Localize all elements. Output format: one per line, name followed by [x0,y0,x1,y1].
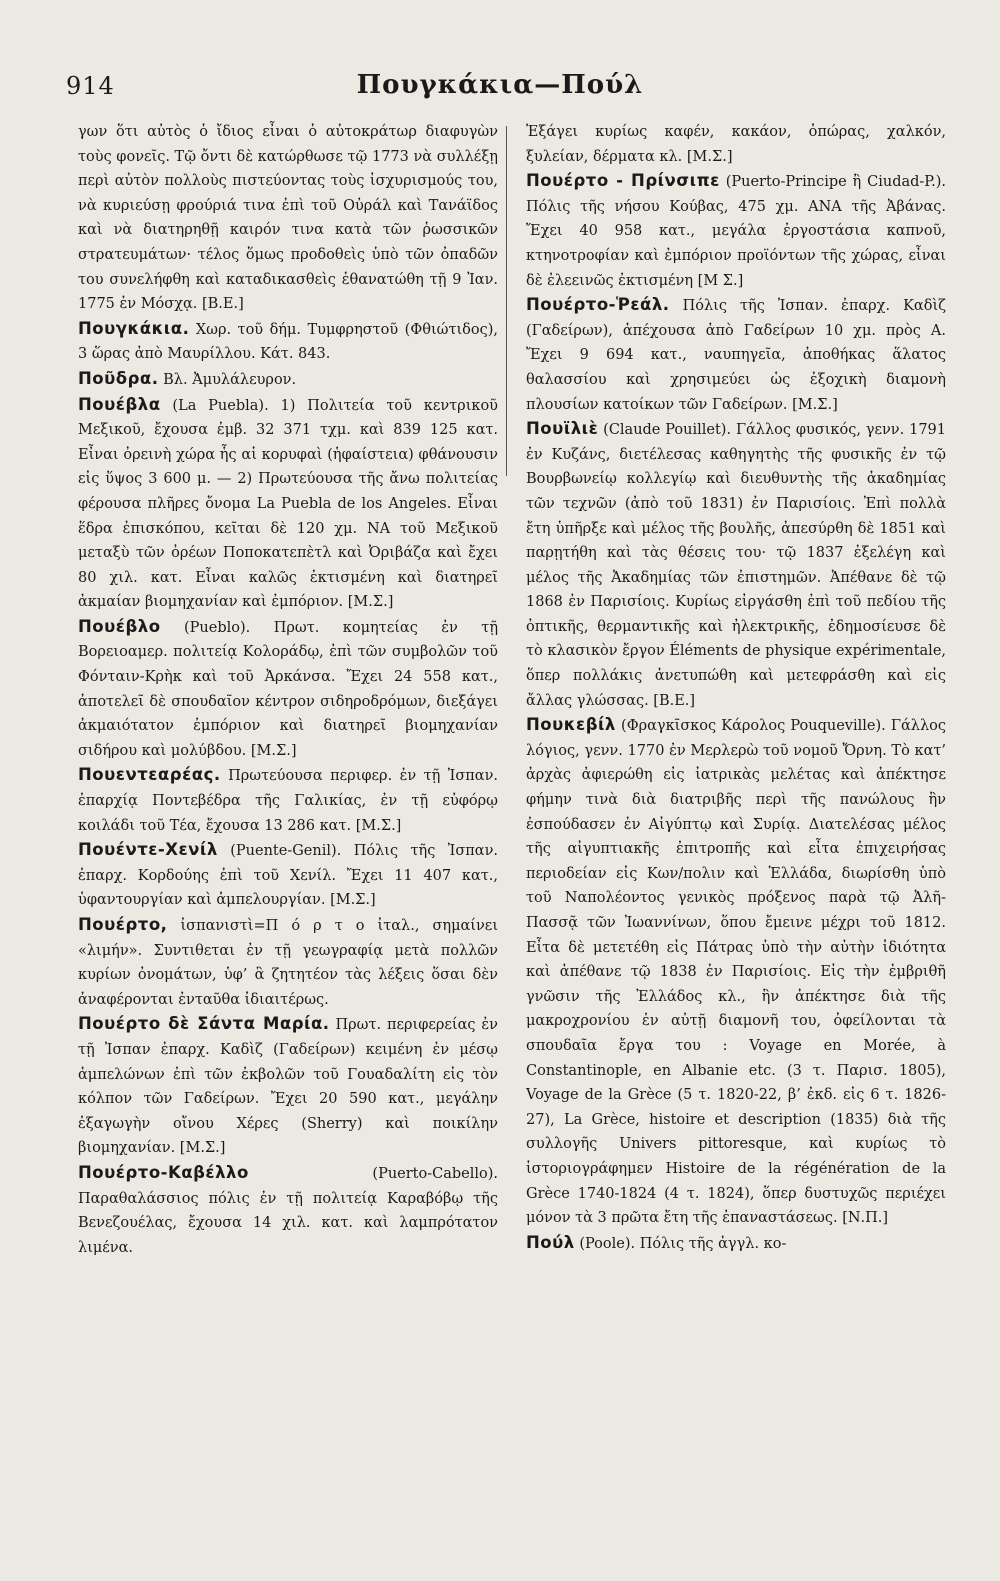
running-head [66,72,934,108]
entry-text: Χωρ. τοῦ δήμ. Τυμφρηστοῦ (Φθιώτιδος), 3 ὥρας ἀπὸ Μαυρίλλου. Κάτ. 843. [78,321,499,363]
entry-text: γων ὅτι αὐτὸς ὁ ἴδιος εἶναι ὁ αὐτοκράτωρ διαφυγὼν τοὺς φονεῖς. Τῷ ὄντι δὲ κατώρθωσε τῷ 1773 νὰ συλλέξῃ περὶ αὐτὸν πολλοὺς πιστεύοντας τοὺς ἰσχυρισμούς του, νὰ κυριεύσῃ φρούριά τινα ἐπὶ τοῦ Οὐράλ καὶ Τανάϊδος καὶ νὰ διατηρηθῇ καιρόν τινα κατὰ τῶν ῥωσσικῶν στρατευμάτων· τέλος ὅμως προδοθεὶς ὑπὸ τῶν ὀπαδῶν του συνελήφθη καὶ καταδικασθεὶς ἐθανατώθη τῇ 9 Ἰαν. 1775 ἐν Μόσχᾳ. [Β.Ε.] [78,124,498,313]
entry-text: (Φραγκῖσκος Κάρολος Pouqueville). Γάλλος λόγιος, γενν. 1770 ἐν Μερλερὼ τοῦ νομοῦ Ὄρνη. Τὸ κατ’ ἀρχὰς ἀφιερώθη εἰς ἰατρικὰς μελέτας καὶ ἀπέκτησε φήμην τινὰ διὰ διατριβῆς περὶ τῆς πανώλους ἣν ἐσπούδασεν ἐν Αἰγύπτῳ καὶ Συρίᾳ. Διατελέσας μέλος τῆς αἰγυπτιακῆς ἐπιτροπῆς καὶ εἶτα ἐπιχειρήσας περιοδείαν εἰς Κων/πολιν καὶ Ἑλλάδα, διωρίσθη ὑπὸ τοῦ Ναπολέοντος γενικὸς πρόξενος παρὰ τῷ Ἀλῆ-Πασσᾷ τῶν Ἰωαννίνων, ὅπου ἔμεινε μέχρι τοῦ 1812. Εἶτα δὲ μετετέθη εἰς Πάτρας ὑπὸ τὴν αὐτὴν ἰδιότητα καὶ ἀπέθανε τῷ 1838 ἐν Παρισίοις. Εἰς τὴν ἐμβριθῆ γνῶσιν τῆς Ἑλλάδος κλ., ἣν ἀπέκτησε διὰ τῆς μακροχρονίου ἐν αὐτῇ διαμονῆ του, ὀφείλονται τὰ σπουδαῖα ἔργα του : Voyage en Morée, à Constantinople, en Albanie etc. (3 τ. Παρισ. 1805), Voyage de la Grèce (5 τ. 1820-22, β’ ἐκδ. εἰς 6 τ. 1826-27), La Grèce, histoire et description (1835) διὰ τῆς συλλογῆς Univers pittoresque, καὶ κυρίως τὸ ἱστοριογράφημεν Histoire de la régénération de la Grèce 1740-1824 (4 τ. 1824), ὅπερ δυστυχῶς περιέχει μόνον τὰ 3 πρῶτα ἔτη τῆς ἐπαναστάσεως. [Ν.Π.] [526,718,946,1227]
dictionary-entry [526,120,946,169]
page-number: 914 [66,72,115,100]
dictionary-entry [78,317,498,367]
entry-headword: Πουεντεαρέας. [78,765,221,785]
entry-text: Πρωτεύουσα περιφερ. ἐν τῇ Ἰσπαν. ἐπαρχίᾳ Ποντεβέδρα τῆς Γαλικίας, ἐν τῇ εὐφόρῳ κοιλάδι τοῦ Τέα, ἔχουσα 13 286 κατ. [Μ.Σ.] [78,768,498,834]
right-column [526,120,946,1256]
dictionary-entry [78,393,498,615]
dictionary-entry [526,169,946,293]
entry-headword: Πούλ [526,1232,575,1252]
dictionary-entry [78,1012,498,1161]
running-title: Πουγκάκια—Πούλ [356,70,644,100]
dictionary-entry [78,913,498,1012]
entry-headword: Πουέντε-Χενίλ [78,840,218,860]
text-columns [66,120,966,1581]
entry-text: Ἐξάγει κυρίως καφέν, κακάον, ὀπώρας, χαλκόν, ξυλείαν, δέρματα κλ. [Μ.Σ.] [526,124,946,165]
dictionary-entry [78,120,498,317]
entry-text: (Pueblo). Πρωτ. κομητείας ἐν τῇ Βορειοαμερ. πολιτείᾳ Κολοράδῳ, ἐπὶ τῶν συμβολῶν τοῦ Φόνταιν-Κρὴκ καὶ τοῦ Ἀρκάνσα. Ἔχει 24 558 κατ., ἀποτελεῖ δὲ σπουδαῖον κέντρον σιδηροδρόμων, διεξάγει ἀκμαιότατον ἐμπόριον καὶ διατηρεῖ βιομηχανίαν σιδήρου καὶ μολύβδου. [Μ.Σ.] [78,619,499,759]
entry-text: (Claude Pouillet). Γάλλος φυσικός, γενν. 1791 ἐν Κυζάνς, διετέλεσας καθηγητὴς τῆς φυσικῆς ἐν τῷ Βουρβωνείῳ κολλεγίῳ καὶ διευθυντὴς τῆς ἀκαδημίας τῶν τεχνῶν (ἀπὸ τοῦ 1831) ἐν Παρισίοις. Ἐπὶ πολλὰ ἔτη ὑπῆρξε καὶ μέλος τῆς βουλῆς, ἀπεσύρθη δὲ 1851 καὶ παρῃτήθη καὶ τὰς θέσεις του· τῷ 1837 ἐξελέγη καὶ μέλος τῆς Ἀκαδημίας τῶν ἐπιστημῶν. Ἀπέθανε δὲ τῷ 1868 ἐν Παρισίοις. Κυρίως εἰργάσθη ἐπὶ τοῦ πεδίου τῆς ὀπτικῆς, θερμαντικῆς καὶ ἠλεκτρικῆς, ἐδημοσίευσε δὲ τὸ κλασικὸν ἔργον Éléments de physique expérimentale, ὅπερ πολλάκις ἀνετυπώθη καὶ μετεφράσθη καὶ εἰς ἄλλας γλώσσας. [Β.Ε.] [526,422,947,709]
entry-text: (Puerto-Principe ἢ Ciudad-P.). Πόλις τῆς νήσου Κούβας, 475 χμ. ΑΝΑ τῆς Ἀβάνας. Ἔχει 40 958 κατ., μεγάλα ἐργοστάσια καπνοῦ, κτηνοτροφίαν καὶ ἐμπόριον προϊόντων τῆς χώρας, εἶναι δὲ ἐλεεινῶς ἐκτισμένη [Μ Σ.] [526,174,946,289]
dictionary-entry [526,293,946,417]
entry-text: (Puente-Genil). Πόλις τῆς Ἰσπαν. ἐπαρχ. Κορδούης ἐπὶ τοῦ Χενίλ. Ἔχει 11 407 κατ., ὑφαντουργίαν καὶ ἀμπελουργίαν. [Μ.Σ.] [78,843,499,909]
entry-headword: Πουέρτο - Πρίνσιπε [526,171,720,191]
dictionary-entry [78,1161,498,1260]
dictionary-entry [78,367,498,393]
entry-text: ἰσπανιστὶ=Π ό ρ τ ο ἰταλ., σημαίνει «λιμήν». Συντιθεται ἐν τῇ γεωγραφίᾳ μετὰ πολλῶν κυρίων ὀνομάτων, ὑφ’ ἃ ζητητέον τὰς λέξεις ὅσαι δὲν ἀναφέρονται ἐνταῦθα ἰδιαιτέρως. [78,918,499,1008]
entry-text: Πρωτ. περιφερείας ἐν τῇ Ἰσπαν ἐπαρχ. Καδὶζ (Γαδείρων) κειμένη ἐν μέσῳ ἀμπελώνων ἐπὶ τῶν ἐκβολῶν τοῦ Γουαδαλίτη εἰς τὸν κόλπον τῶν Γαδείρων. Ἔχει 20 590 κατ., μεγάλην ἐξαγωγὴν οἴνου Χέρες (Sherry) καὶ ποικίλην βιομηχανίαν. [Μ.Σ.] [78,1017,498,1157]
entry-headword: Πουέβλο [78,616,161,636]
dictionary-entry [78,763,498,838]
entry-headword: Πουϊλιὲ [526,419,599,439]
entry-text: Πόλις τῆς Ἰσπαν. ἐπαρχ. Καδὶζ (Γαδείρων), ἀπέχουσα ἀπὸ Γαδείρων 10 χμ. πρὸς Α. Ἔχει 9 694 κατ., ναυπηγεῖα, ἀποθήκας ἅλατος θαλασσίου καὶ χρησιμεύει ὡς ἐξοχικὴ διαμονὴ πλουσίων κατοίκων τῶν Γαδείρων. [Μ.Σ.] [526,298,946,413]
entry-text: (Puerto-Cabello). Παραθαλάσσιος πόλις ἐν τῇ πολιτείᾳ Καραβόβῳ τῆς Βενεζουέλας, ἔχουσα 14 χιλ. κατ. καὶ λαμπρότατον λιμένα. [78,1165,498,1256]
entry-headword: Ποῦδρα. [78,368,159,388]
entry-headword: Πουέρτο δὲ Σάντα Μαρία. [78,1014,330,1034]
entry-headword: Πουέρτο-Ῥεάλ. [526,295,670,315]
dictionary-entry [78,615,498,764]
dictionary-entry [526,417,946,713]
entry-headword: Πουέρτο, [78,915,168,934]
entry-headword: Πουέβλα [78,394,161,414]
entry-text: (La Puebla). 1) Πολιτεία τοῦ κεντρικοῦ Μεξικοῦ, ἔχουσα ἐμβ. 32 371 τχμ. καὶ 839 125 κατ. Εἶναι ὀρεινὴ χώρα ἧς αἱ κορυφαὶ (ἡφαίστεια) φθάνουσιν εἰς ὕψος 3 600 μ. — 2) Πρωτεύουσα τῆς ἄνω πολιτείας φέρουσα πλῆρες ὄνομα La Puebla de los Angeles. Εἶναι ἕδρα ἐπισκόπου, κεῖται δὲ 120 χμ. ΝΑ τοῦ Μεξικοῦ μεταξὺ τῶν ὀρέων Ποποκατεπὲτλ καὶ Ὀριβάζα καὶ ἔχει 80 χιλ. κατ. Εἶναι καλῶς ἐκτισμένη καὶ διατηρεῖ ἀκμαίαν βιομηχανίαν καὶ ἐμπόριον. [Μ.Σ.] [78,397,498,611]
dictionary-entry [78,838,498,913]
entry-headword: Πουγκάκια. [78,318,190,338]
entry-headword: Πουέρτο-Καβέλλο [78,1162,249,1182]
dictionary-entry [526,713,946,1230]
column-divider [506,126,507,476]
left-column [78,120,498,1260]
entry-headword: Πουκεβίλ [526,715,616,735]
dictionary-entry [526,1231,946,1257]
entry-text: Βλ. Ἀμυλάλευρον. [163,371,297,388]
entry-text: (Poole). Πόλις τῆς ἀγγλ. κο- [579,1235,787,1252]
